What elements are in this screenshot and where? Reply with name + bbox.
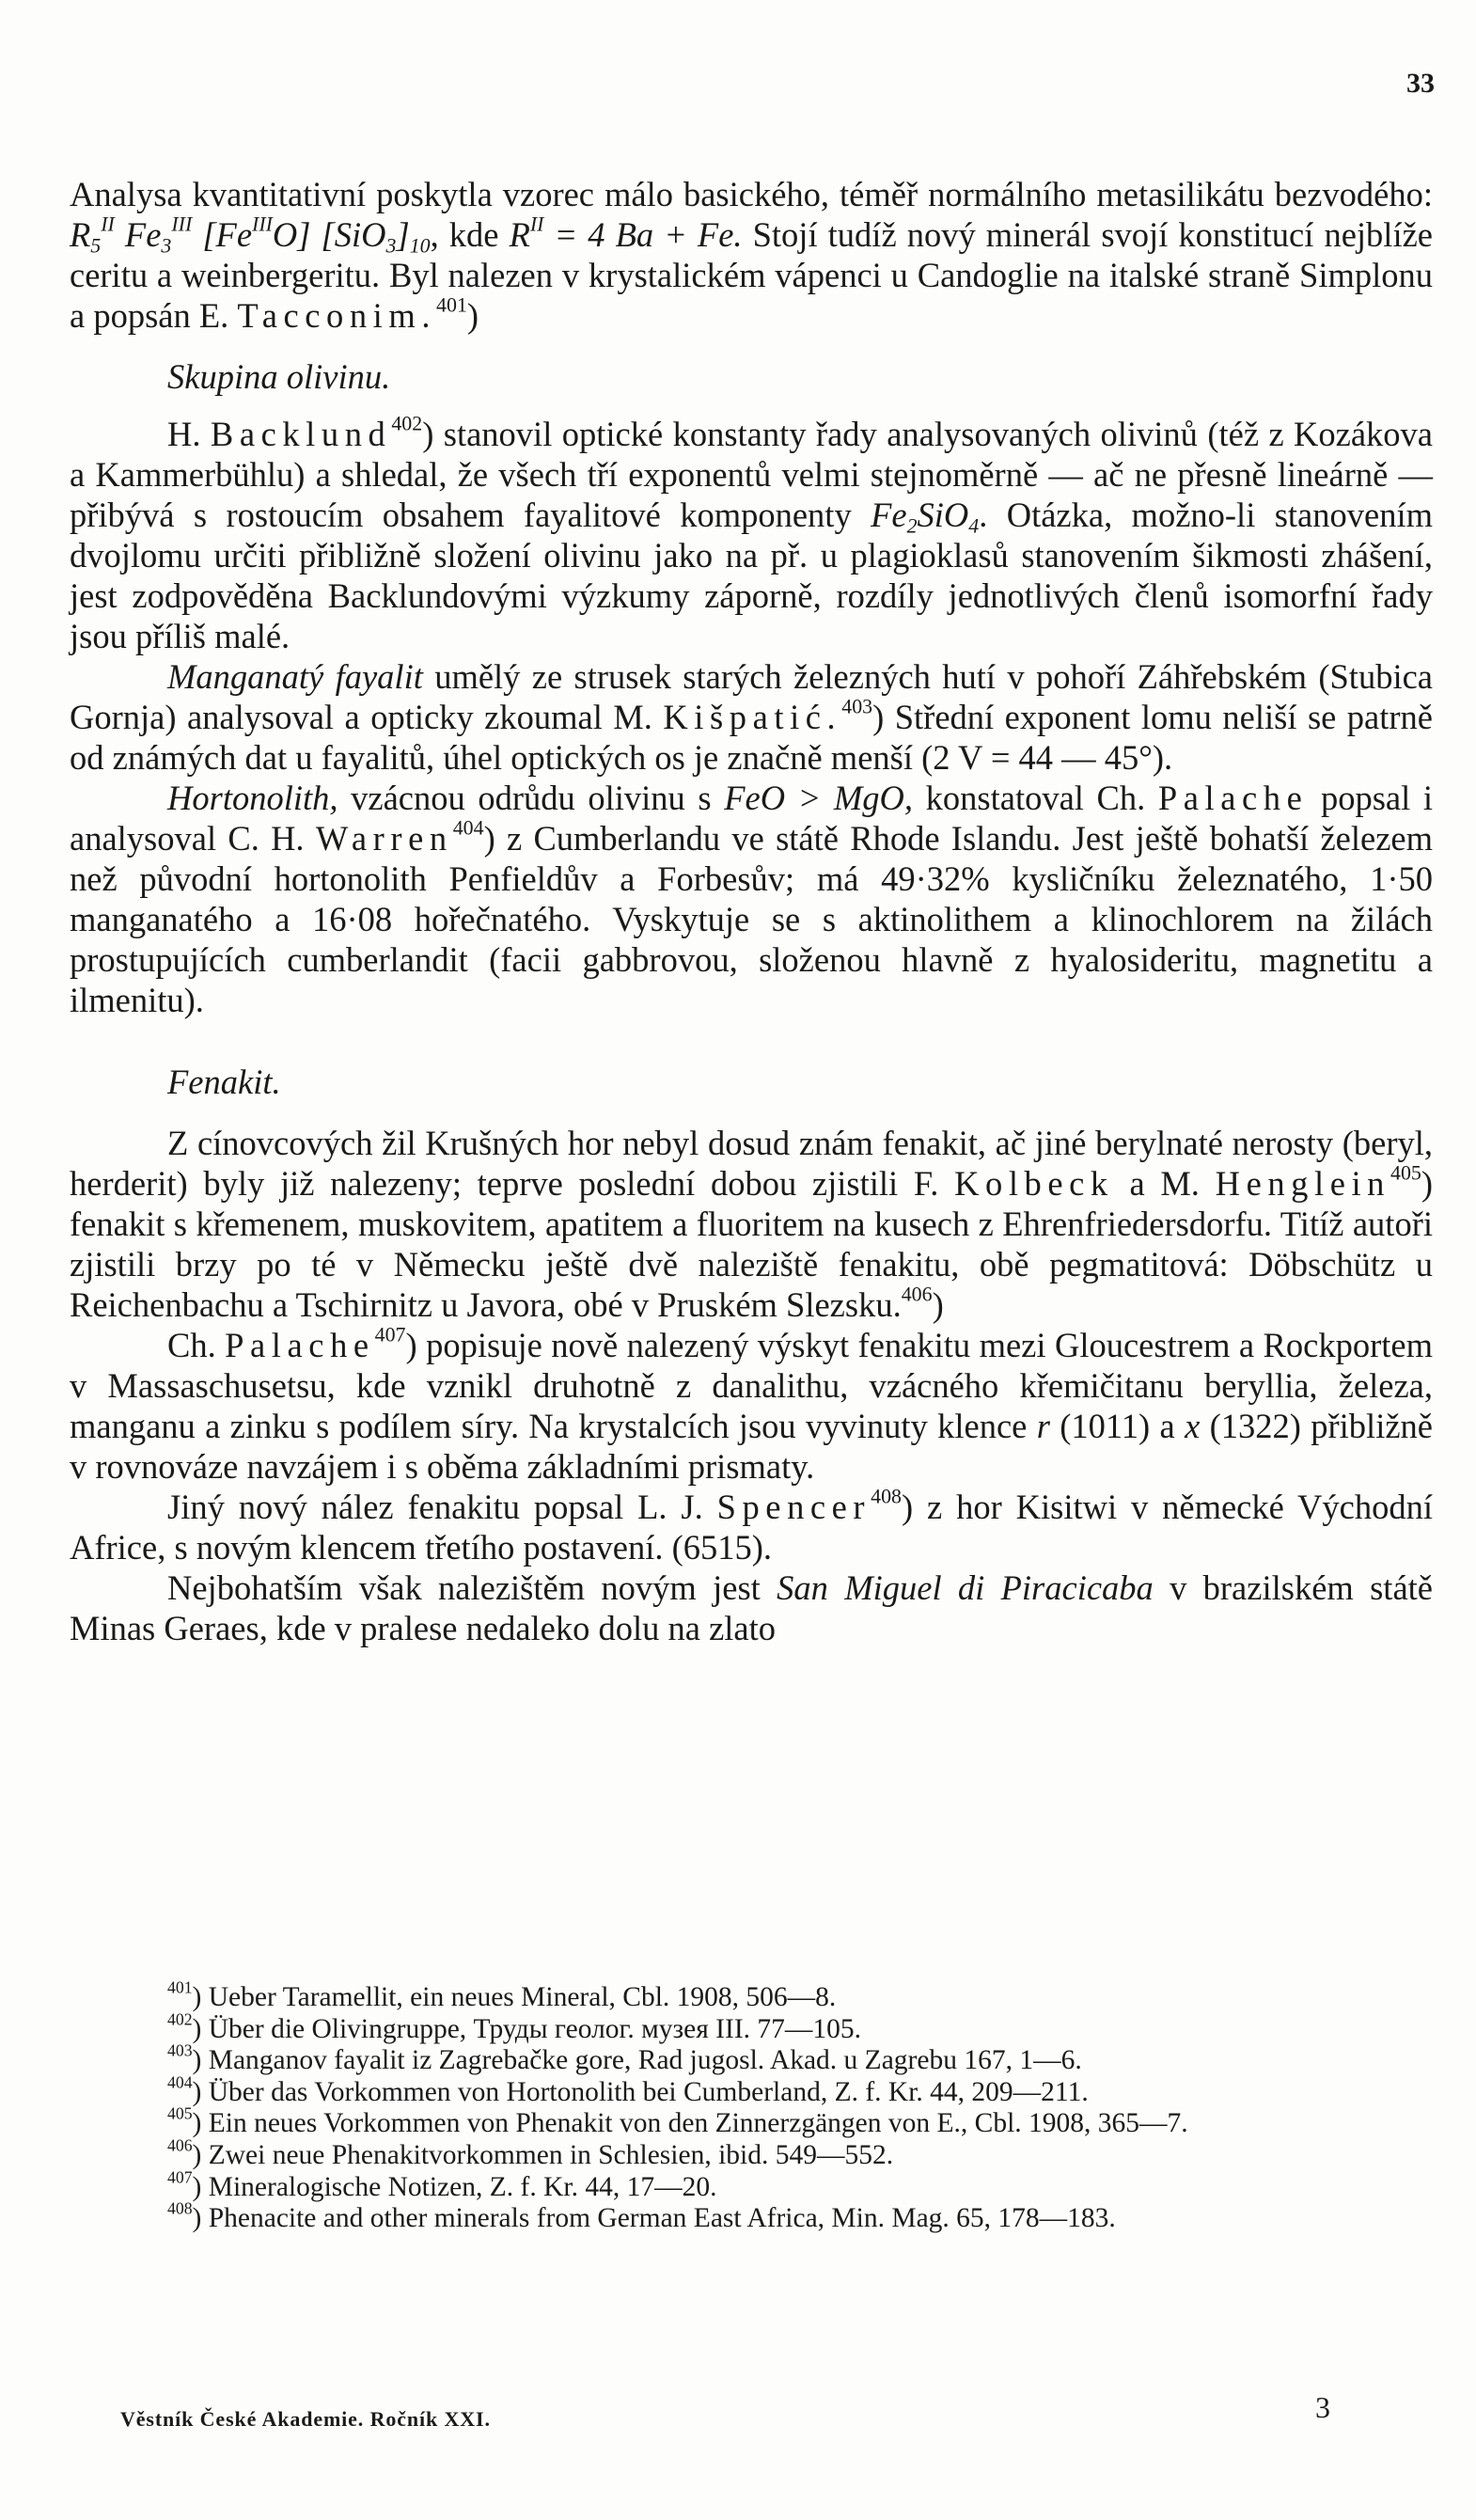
footer-sheet-number: 3 xyxy=(1315,2390,1330,2424)
footer-journal: Věstník České Akademie. Ročník XXI. xyxy=(120,2407,491,2431)
paragraph-backlund: H. Backlund$^{402}$) stanovil optické konstanty řady analysovaných olivinů (též z Kozákova a Kammerbühlu) a shledal, že všech tří exponentů velmi stejnoměrně — ač ne přesně lineárně — přibývá s rostoucím obsahem fayalitové komponenty $Fe_2SiO_4$. Otázka, možno-li stanovením dvojlomu určiti přibližně složení olivinu jako na př. u plagioklasů stanovením šikmosti zhášení, jest zodpověděna Backlundovými výzkumy záporně, rozdíly jednotlivých členů isomorfní řady jsou příliš malé. xyxy=(70,411,1434,655)
author-name: Palache xyxy=(1157,779,1309,817)
formula: $Fe_2SiO_4$ xyxy=(871,496,980,538)
footnote: $^{408}$) Phenacite and other minerals from German East Africa, Min. Mag. 65, 178—183. xyxy=(167,2198,1116,2234)
footnote: $^{404}$) Über das Vorkommen von Hortonolith bei Cumberland, Z. f. Kr. 44, 209—211. xyxy=(167,2072,1089,2107)
footnote-ref: 404 xyxy=(452,815,484,840)
footnote-ref: 408 xyxy=(871,1484,902,1508)
author-name: Warren xyxy=(315,819,453,858)
paragraph-krusne-hory: Z cínovcových žil Krušných hor nebyl dosud znám fenakit, ač jiné berylnaté nerosty (beryl, herderit) byly již nalezeny; teprve poslední dobou zjistili F. Kolbeck a M. Henglein$^{405}$) fenakit s křemenem, muskovitem, apatitem a fluoritem na kusech z Ehrenfriedersdorfu. Titíž autoři zjistili brzy po té v Německu ještě dvě naleziště fenakitu, obě pegmatitová: Döbschütz u Reichenbachu a Tschirnitz u Javora, obé v Pruském Slezsku.$^{406}$) xyxy=(70,1124,1433,1324)
author-name: Palache xyxy=(225,1326,375,1364)
footnote: $^{402}$) Über die Olivingruppe, Труды геолог. музея III. 77—105. xyxy=(167,2009,862,2044)
mineral-term: Manganatý fayalit xyxy=(167,657,423,696)
footnote-ref: 405 xyxy=(1390,1160,1421,1185)
author-name: Henglein xyxy=(1215,1164,1390,1203)
formula: $R^{II} = 4$ Ba + Fe. xyxy=(509,212,743,254)
paragraph-palache-fenakit: Ch. Palache$^{407}$) popisuje nově nalezený výskyt fenakitu mezi Gloucestrem a Rockportem v Massaschusetsu, kde vznikl druhotně z danalithu, vzácného křemičitanu beryllia, železa, manganu a zinku s podílem síry. Na krystalcích jsou vyvinuty klence r (1011) a x (1322) přibližně v rovnováze navzájem i s oběma základními prismaty. xyxy=(70,1322,1433,1486)
formula: $R_5^{II}$ $Fe_3^{III}$ $[Fe^{III}O]$ $[SiO_3]_{10}$ xyxy=(70,212,431,258)
footnote: $^{405}$) Ein neues Vorkommen von Phenakit von den Zinnerzgängen von E., Cbl. 1908, 365—7. xyxy=(167,2104,1188,2139)
author-name: Backlund xyxy=(210,415,392,453)
footnote-ref: 403 xyxy=(841,694,873,718)
paragraph-manganaty-fayalit: Manganatý fayalit umělý ze strusek starých železných hutí v pohoří Záhřebském (Stubica Gornja) analysoval a opticky zkoumal M. Kišpatić.$^{403}$) Střední exponent lomu neliší se patrně od známých dat u fayalitů, úhel optických os je značně menší (2 V = 44 — 45°). xyxy=(70,657,1434,777)
text: Analysa kvantitativní poskytla vzorec málo basického, téměř normálního metasilikátu bezvodého: xyxy=(70,175,1433,213)
footnote-ref: 407 xyxy=(374,1322,406,1347)
author-name: Tacconim. xyxy=(237,296,437,335)
footnote-ref: 401 xyxy=(436,292,467,317)
section-heading-fenakit: Fenakit. xyxy=(167,1063,281,1101)
footnote-ref: 402 xyxy=(391,411,423,435)
paragraph-san-miguel: Nejbohatším však nalezištěm novým jest San Miguel di Piracicaba v brazilském státě Minas Geraes, kde v pralese nedaleko dolu na zlato xyxy=(70,1568,1433,1647)
footnote: $^{401}$) Ueber Taramellit, ein neues Mineral, Cbl. 1908, 506—8. xyxy=(167,1977,837,2012)
page-number: 33 xyxy=(1406,68,1435,99)
author-name: Kolbeck xyxy=(954,1164,1114,1203)
footnote: $^{407}$) Mineralogische Notizen, Z. f. Kr. 44, 17—20. xyxy=(167,2167,717,2202)
footnotes xyxy=(70,1977,1433,2235)
paragraph-analysa: Analysa kvantitativní poskytla vzorec málo basického, téměř normálního metasilikátu bezvodého: $R_5^{II}$ $Fe_3^{III}$ $[Fe^{III}O]$ $[SiO_3]_{10}$, kde $R^{II} = 4$ Ba + Fe. Stojí tudíž nový minerál svojí konstitucí nejblíže ceritu a weinbergeritu. Byl nalezen v krystalickém vápenci u Candoglie na italské straně Simplonu a popsán E. Tacconim.$^{401}$) xyxy=(70,175,1433,335)
mineral-term: Hortonolith, xyxy=(167,779,338,817)
footnote-ref: 406 xyxy=(901,1282,933,1306)
author-name: Kišpatić. xyxy=(663,698,842,736)
main-text xyxy=(70,174,1433,1648)
place-name: San Miguel di Piracicaba xyxy=(777,1568,1154,1607)
paragraph-hortonolith: Hortonolith, vzácnou odrůdu olivinu s FeO > MgO, konstatoval Ch. Palache popsal i analysoval C. H. Warren$^{404}$) z Cumberlandu ve státě Rhode Islandu. Jest ještě bohatší železem než původní hortonolith Penfieldův a Forbesův; má 49·32% kysličníku železnatého, 1·50 manganatého a 16·08 hořečnatého. Vyskytuje se s aktinolithem a klinochlorem na žilách prostupujících cumberlandit (facii gabbrovou, složenou hlavně z hyalosideritu, magnetitu a ilmenitu). xyxy=(70,779,1434,1019)
paragraph-spencer: Jiný nový nález fenakitu popsal L. J. Spencer$^{408}$) z hor Kisitwi v německé Východní Africe, s novým klencem třetího postavení. (6515). xyxy=(70,1484,1433,1567)
form-symbol: x xyxy=(1185,1407,1201,1445)
section-heading-olivin: Skupina olivinu. xyxy=(167,357,391,396)
footnote: $^{406}$) Zwei neue Phenakitvorkommen in Schlesien, ibid. 549—552. xyxy=(167,2135,894,2170)
formula: FeO > MgO, xyxy=(724,779,914,817)
form-symbol: r xyxy=(1036,1407,1050,1445)
footnote: $^{403}$) Manganov fayalit iz Zagrebačke gore, Rad jugosl. Akad. u Zagrebu 167, 1—6. xyxy=(167,2040,1082,2076)
author-name: Spencer xyxy=(716,1488,871,1526)
